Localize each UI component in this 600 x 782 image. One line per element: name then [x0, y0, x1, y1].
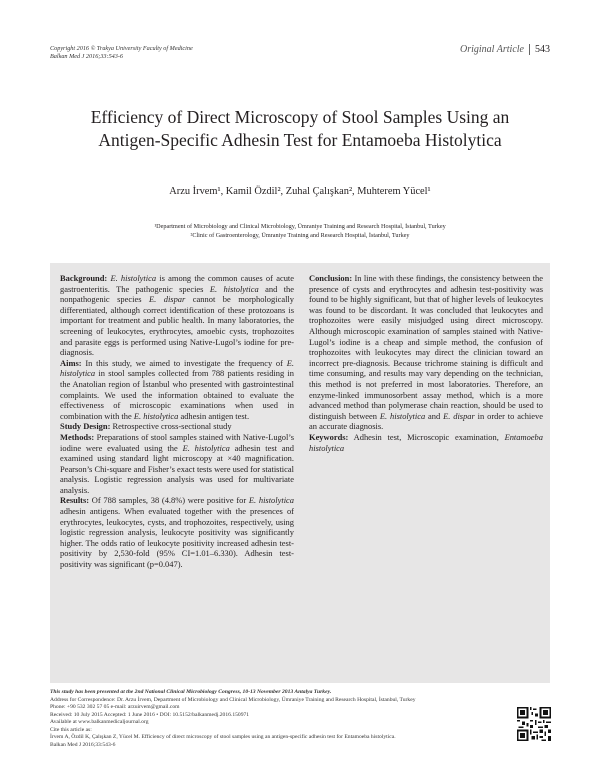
abstract-column-left [60, 273, 294, 677]
abstract-methods: Methods: Preparations of stool samples stained with Native-Lugol’s iodine were evaluated using the E. histolytica adhesin test and examined using standard light microscopy at ×40 magnification. Pearson’s Chi-square and Fisher’s exact tests were used for statistical analysis. Logistic regression analysis was used for multivariate analysis. [60, 431, 294, 495]
abstract-background: Background: E. histolytica is among the common causes of acute gastroenteritis. The pathogenic species E. histolytica and the nonpathogenic species E. dispar cannot be morphologically differentiated, although correct identification of these protozoans is important for treatment and public health. In many laboratories, the screening of leukocytes, erythrocytes, amoebic cysts, trophozoites and parasite eggs is performed using Native-Lugol’s iodine for pre-diagnosis. [60, 273, 294, 358]
abstract-column-right [309, 273, 543, 677]
abstract-study-design: Study Design: Retrospective cross-sectional study [60, 421, 232, 432]
abstract-keywords: Keywords: Adhesin test, Microscopic examination, Entamoeba histolytica [309, 431, 543, 453]
citation-line: Balkan Med J 2016;33:543-6 [50, 53, 124, 60]
journal-header [50, 45, 193, 61]
article-title: Efficiency of Direct Microscopy of Stool Samples Using an Antigen-Specific Adhesin Test for Entamoeba Histolytica [90, 107, 510, 150]
article-type-header [460, 44, 550, 55]
affiliation-2: ²Clinic of Gastroenterology, Ümraniye Training and Research Hospital, İstanbul, Turkey [190, 232, 410, 239]
copyright-line: Copyright 2016 © Trakya University Faculty of Medicine [50, 45, 193, 52]
footer-notes [50, 689, 490, 749]
article-type: Original Article [460, 44, 524, 55]
abstract-conclusion: Conclusion: In line with these findings, the consistency between the presence of cysts and erythrocytes and adhesin test-positivity was found to be highly significant, but that of higher levels of leukocytes was found to be discordant. It was concluded that leukocytes and trophozoites were easily misjudged using direct microscopy. Although microscopic examination of samples stained with Native-Lugol’s iodine is a cheap and simple method, the confusion of trophozoites with leukocytes may direct the clinician toward an incorrect pre-diagnosis. Because trichrome staining is difficult and time consuming, and results may vary depending on the technician, this method is not preferred in most laboratories. Therefore, an enzyme-linked immunosorbent assay method, which is a more advanced method than polymerase chain reaction, should be used to distinguish between E. histolytica and E. dispar in order to achieve an accurate diagnosis. [309, 273, 543, 432]
header-divider [529, 44, 530, 55]
presentation-note: This study has been presented at the 2nd National Clinical Microbiology Congress, 10-13 November 2013 Antalya Turkey. [50, 689, 332, 695]
contact-info: Phone: +90 532 302 57 05 e-mail: arzuirvem@gmail.com [50, 704, 180, 710]
cite-label: Cite this article as: [50, 726, 92, 733]
abstract-box [50, 263, 550, 683]
cite-text: İrvem A, Özdil K, Çalışkan Z, Yücel M. Efficiency of direct microscopy of stool samples using an antigen-specific adhesin test for Entamoeba histolytica. [50, 734, 396, 740]
affiliation-1: ¹Department of Microbiology and Clinical Microbiology, Ümraniye Training and Research Hospital, İstanbul, Turkey [154, 223, 446, 230]
received-accepted-doi: Received: 10 July 2015 Accepted: 1 June 2016 • DOI: 10.5152/balkanmedj.2016.150971 [50, 711, 250, 718]
page-number: 543 [535, 44, 550, 55]
qr-code-icon [517, 707, 551, 741]
author-list: Arzu İrvem¹, Kamil Özdil², Zuhal Çalışkan², Muhterem Yücel¹ [169, 186, 431, 197]
abstract-aims: Aims: In this study, we aimed to investigate the frequency of E. histolytica in stool samples collected from 788 patients residing in the Anatolian region of İstanbul who presented with gastrointestinal complaints. We used the information obtained to evaluate the effectiveness of microscopic examinations when used in combination with the E. histolytica adhesin antigen test. [60, 357, 294, 421]
abstract-results: Results: Of 788 samples, 38 (4.8%) were positive for E. histolytica adhesin antigens. When evaluated together with the presences of erythrocytes, leukocytes, cysts, and trophozoites, respectively, using logistic regression analysis, leukocyte positivity was significantly higher. The odds ratio of leukocyte positivity increased adhesin test-positivity by 2,530-fold (95% CI=1.01–6.330). Adhesin test-positivity was significant (p=0.047). [60, 495, 294, 570]
available-at: Available at www.balkanmedicaljournal.org [50, 719, 149, 725]
correspondence-address: Address for Correspondence: Dr. Arzu İrvem, Department of Microbiology and Clinical Microbiology, Ümraniye Training and Research Hospital, İstanbul, Turkey [50, 696, 416, 703]
cite-text-2: Balkan Med J 2016;33:543-6 [50, 741, 116, 748]
affiliations [0, 222, 600, 240]
